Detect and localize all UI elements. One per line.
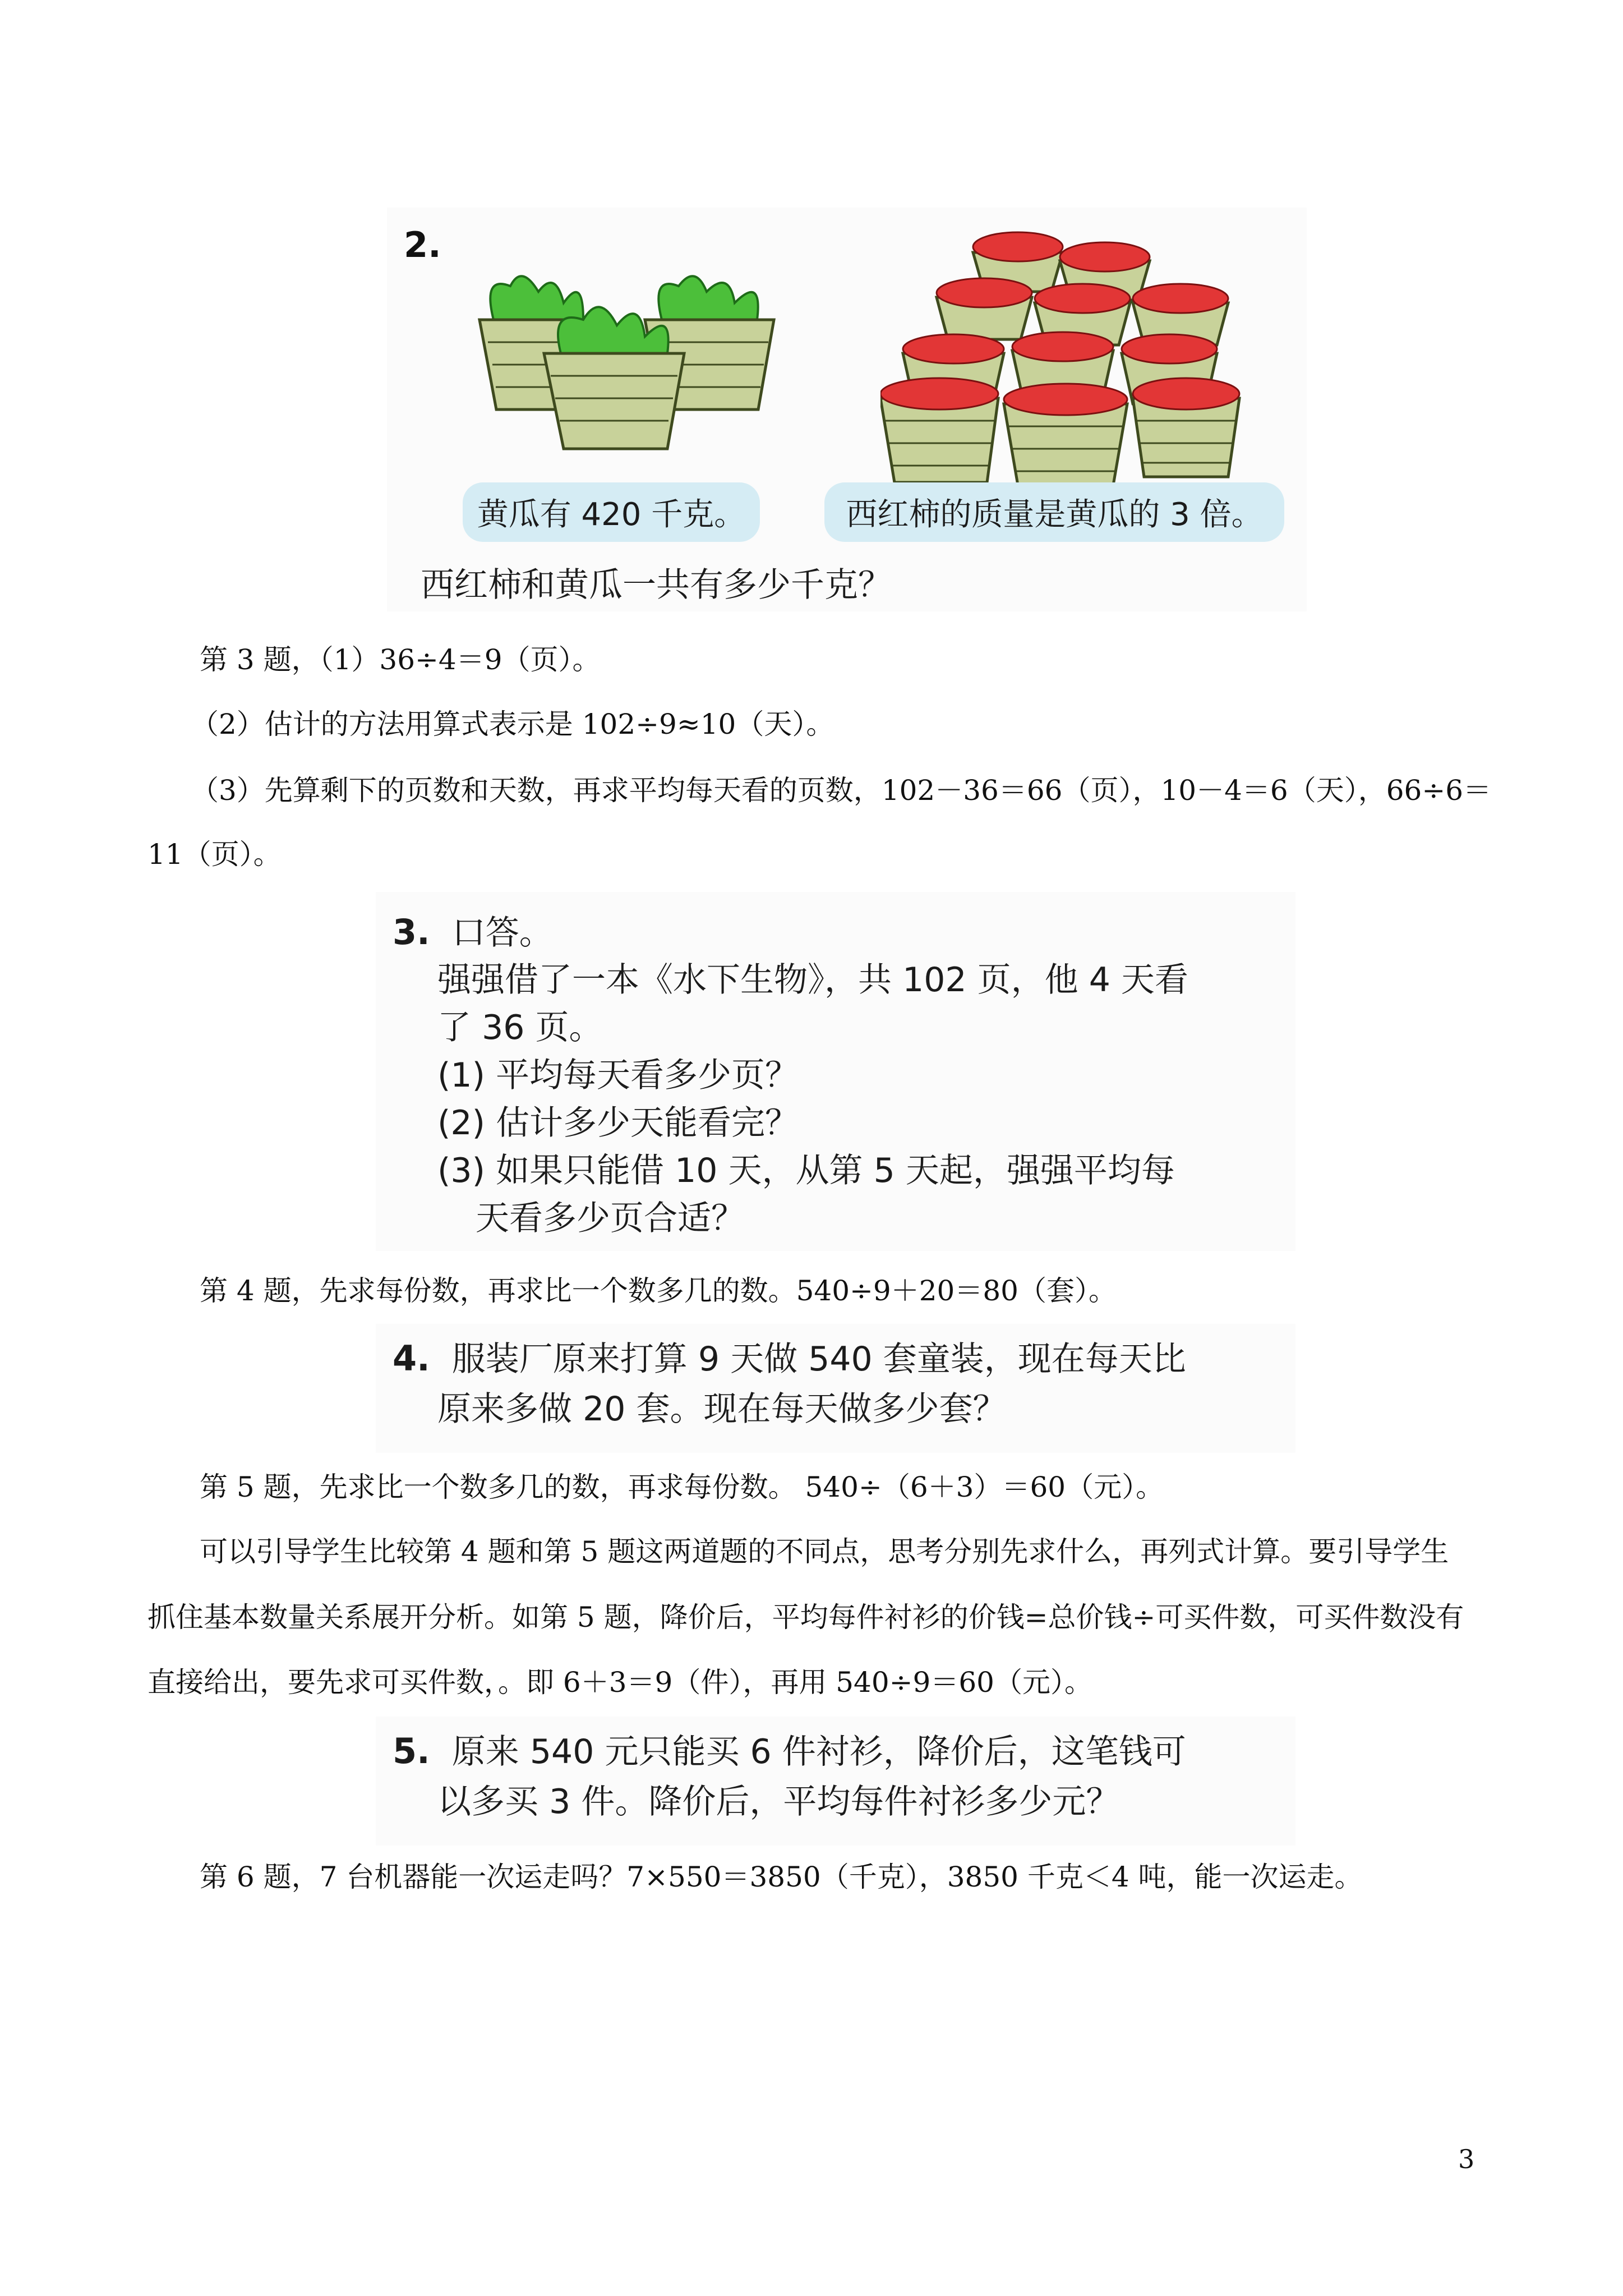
note-q3-line2: （2）估计的方法用算式表示是 102÷9≈10（天）。 xyxy=(191,708,834,740)
page-number: 3 xyxy=(1458,2144,1475,2174)
note-q4: 第 4 题，先求每份数，再求比一个数多几的数。540÷9＋20＝80（套）。 xyxy=(200,1274,1117,1307)
tomato-ratio-bubble: 西红柿的质量是黄瓜的 3 倍。 xyxy=(824,482,1284,542)
note-q3-line3: （3）先算剩下的页数和天数，再求平均每天看的页数，102－36＝66（页），10－4＝6（天），66÷6＝ xyxy=(191,774,1492,807)
problem-5-box xyxy=(376,1717,1295,1846)
note-q3-line1: 第 3 题，（1）36÷4＝9（页）。 xyxy=(200,643,601,676)
problem-4-number: 4. xyxy=(393,1338,430,1379)
tomato-baskets-illustration xyxy=(880,224,1284,488)
problem-3-line4: (1) 平均每天看多少页？ xyxy=(437,1056,799,1095)
note-guide-line2: 抓住基本数量关系展开分析。如第 5 题，降价后，平均每件衬衫的价钱=总价钱÷可买件数，可买件数没有 xyxy=(147,1601,1464,1634)
problem-3-line1 xyxy=(393,909,553,956)
problem-4-box xyxy=(376,1324,1295,1453)
problem-4-line1 xyxy=(393,1335,1186,1383)
problem-3-line2: 强强借了一本《水下生物》，共 102 页，他 4 天看 xyxy=(437,960,1188,1000)
problem-3-line6: (3) 如果只能借 10 天，从第 5 天起，强强平均每 xyxy=(437,1151,1175,1190)
cucumber-baskets-illustration xyxy=(471,252,785,454)
problem-3-title: 口答。 xyxy=(451,913,553,953)
problem-3-line3: 了 36 页。 xyxy=(437,1008,603,1047)
problem-3-line7: 天看多少页合适？ xyxy=(476,1199,745,1238)
problem-5-line2: 以多买 3 件。降价后，平均每件衬衫多少元？ xyxy=(437,1782,1120,1821)
problem-3-number: 3. xyxy=(393,912,430,953)
problem-4-line2: 原来多做 20 套。现在每天做多少套？ xyxy=(437,1389,1007,1429)
problem-5-line1 xyxy=(393,1728,1186,1775)
cucumber-basket-front xyxy=(544,307,684,449)
problem-5-text-line1: 原来 540 元只能买 6 件衬衫，降价后，这笔钱可 xyxy=(451,1732,1186,1772)
problem-4-text-line1: 服装厂原来打算 9 天做 540 套童装，现在每天比 xyxy=(451,1340,1186,1379)
problem-3-box xyxy=(376,892,1295,1251)
problem-2-figure xyxy=(387,208,1307,611)
note-q6: 第 6 题，7 台机器能一次运走吗？7×550＝3850（千克），3850 千克＜4 吨，能一次运走。 xyxy=(200,1861,1363,1893)
problem-2-number: 2. xyxy=(404,224,441,265)
note-q3-line4: 11（页）。 xyxy=(147,838,282,871)
problem-2-question: 西红柿和黄瓜一共有多少千克？ xyxy=(421,565,892,605)
note-q5: 第 5 题，先求比一个数多几的数，再求每份数。 540÷（6＋3）＝60（元）。 xyxy=(200,1471,1164,1503)
problem-5-number: 5. xyxy=(393,1731,430,1772)
cucumber-weight-bubble: 黄瓜有 420 千克。 xyxy=(463,482,760,542)
note-guide-line1: 可以引导学生比较第 4 题和第 5 题这两道题的不同点，思考分别先求什么，再列式计算。要引导学生 xyxy=(200,1535,1449,1568)
note-guide-line3: 直接给出，要先求可买件数，。即 6＋3＝9（件），再用 540÷9＝60（元）。 xyxy=(147,1666,1092,1699)
problem-3-line5: (2) 估计多少天能看完？ xyxy=(437,1103,799,1143)
